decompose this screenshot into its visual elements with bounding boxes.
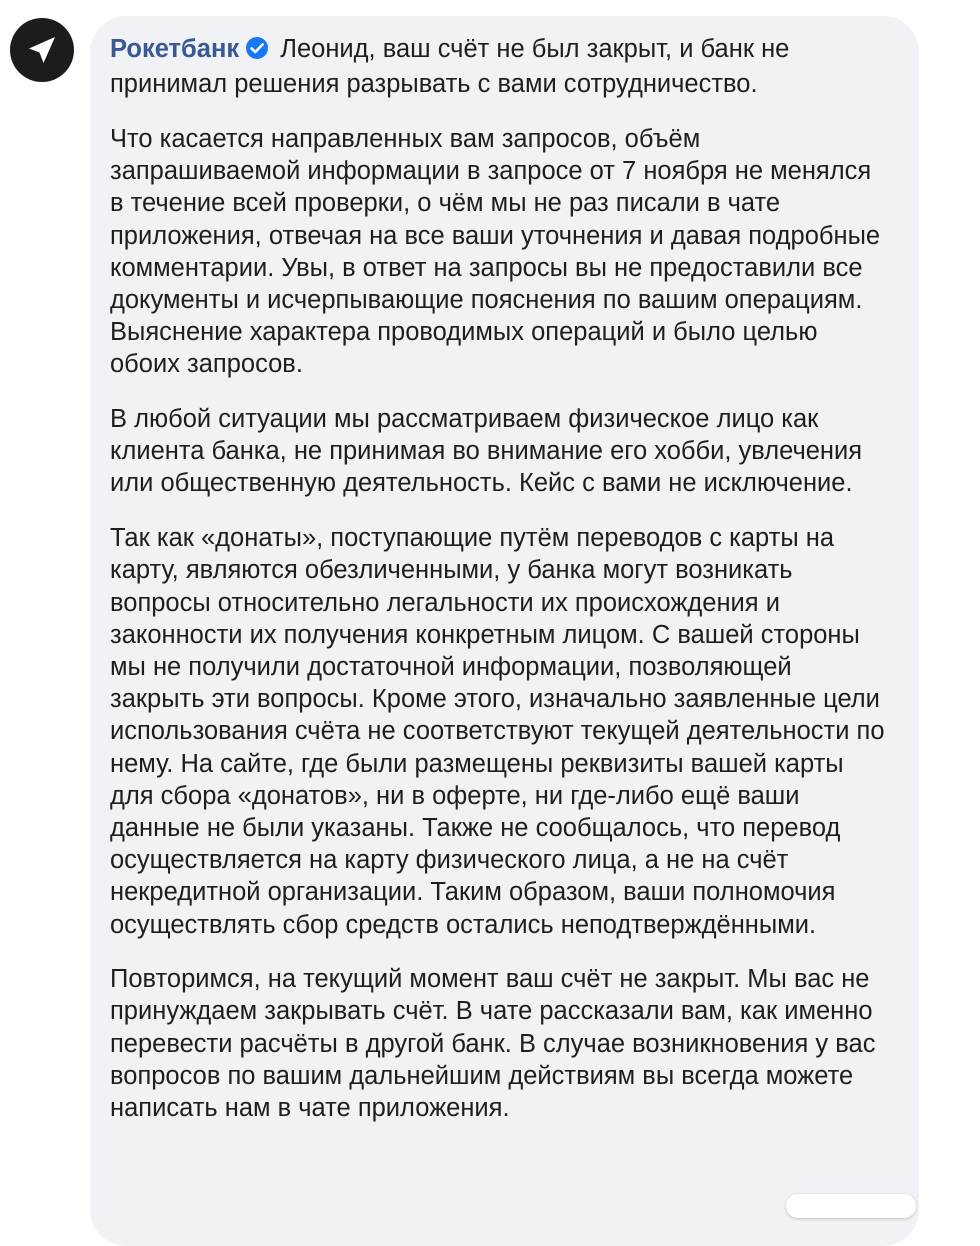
comment-paragraph-2: Что касается направленных вам запросов, объём запрашиваемой информации в запросе от 7 ноября не менялся в течение всей проверки, о чём мы не раз писали в чате приложения, отвечая на все ваши уточнения и давая подробные комментарии. Увы, в ответ на запросы вы не предоставили все документы и исчерпывающие пояснения по вашим операциям. Выяснение характера проводимых операций и было целью обоих запросов. bbox=[110, 124, 881, 379]
author-name[interactable]: Рокетбанк bbox=[110, 35, 240, 63]
comment-paragraph-1 bbox=[110, 33, 891, 100]
comment-paragraph-4: Так как «донаты», поступающие путём переводов с карты на карту, являются обезличенными, у банка могут возникать вопросы относительно легальности их происхождения и законности их получения конкретным лицом. С вашей стороны мы не получили достаточной информации, позволяющей закрыть эти вопросы. Кроме этого, изначально заявленные цели использования счёта не соответствуют текущей деятельности по нему. На сайте, где были размещены реквизиты вашей карты для сбора «донатов», ни в оферте, ни где-либо ещё ваши данные не были указаны. Также не сообщалось, что перевод осуществляется на карту физического лица, а не на счёт некредитной организации. Таким образом, ваши полномочия осуществлять сбор средств остались неподтверждёнными. bbox=[110, 524, 885, 939]
comment-paragraph-5: Повторимся, на текущий момент ваш счёт не закрыт. Мы вас не принуждаем закрывать счёт. В чате рассказали вам, как именно перевести расчёты в другой банк. В случае возникновения у вас вопросов по вашим дальнейшим действиям вы всегда можете написать нам в чате приложения. bbox=[110, 965, 876, 1123]
reaction-badge[interactable] bbox=[786, 1194, 916, 1218]
comment-text-1: Леонид, ваш счёт не был закрыт, и банк не принимал решения разрывать с вами сотрудничество. bbox=[110, 35, 790, 99]
comment-bubble bbox=[90, 16, 919, 1246]
verified-badge-icon bbox=[245, 36, 269, 68]
comment-paragraph-3: В любой ситуации мы рассматриваем физическое лицо как клиента банка, не принимая во внимание его хобби, увлечения или общественную деятельность. Кейс с вами не исключение. bbox=[110, 405, 863, 498]
paper-plane-icon bbox=[22, 30, 62, 70]
rocketbank-avatar[interactable] bbox=[10, 18, 74, 82]
